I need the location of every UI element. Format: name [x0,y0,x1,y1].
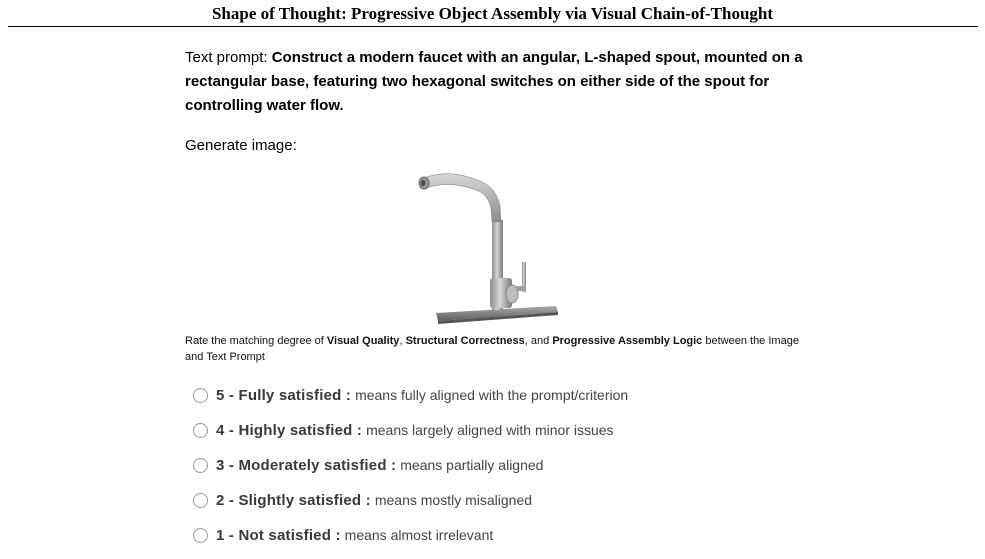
rating-option-5[interactable] [193,384,793,406]
rating-option-1[interactable] [193,524,793,546]
text-prompt-label: Text prompt: [185,49,268,66]
rating-option-label: 3 - Moderately satisfied : [216,456,397,474]
page-title: Shape of Thought: Progressive Object Assembly via Visual Chain-of-Thought [211,4,774,23]
rating-instructions [185,333,805,365]
criterion-structural-correctness: Structural Correctness [405,335,525,347]
rating-instruction-sep-1: , [399,335,406,347]
rating-options [193,384,793,559]
text-prompt [185,46,825,118]
rating-option-label: 1 - Not satisfied : [216,526,341,544]
rating-option-label: 2 - Slightly satisfied : [216,491,371,509]
rating-option-desc: means partially aligned [400,457,544,473]
rating-option-label: 4 - Highly satisfied : [216,421,363,439]
criterion-visual-quality: Visual Quality [326,335,400,347]
radio-button[interactable] [193,458,208,473]
faucet-image [410,158,570,328]
prompt-section [185,40,825,118]
generate-image-label: Generate image: [185,137,297,154]
rating-instruction-sep-2: , and [524,335,553,347]
criterion-progressive-assembly-logic: Progressive Assembly Logic [552,335,703,347]
title-divider [8,26,978,27]
radio-button[interactable] [193,493,208,508]
rating-option-desc: means fully aligned with the prompt/criterion [355,387,629,403]
rating-option-4[interactable] [193,419,793,441]
rating-option-desc: means mostly misaligned [374,492,533,508]
rating-instruction-suffix: between the Image and Text Prompt [185,335,799,363]
rating-option-label: 5 - Fully satisfied : [216,386,352,404]
radio-button[interactable] [193,388,208,403]
text-prompt-content: Construct a modern faucet with an angular, L-shaped spout, mounted on a rectangular base, featuring two hexagonal switches on either side of the spout for controlling water flow. [185,49,803,114]
rating-option-desc: means almost irrelevant [344,527,494,543]
rating-option-desc: means largely aligned with minor issues [366,422,614,438]
radio-button[interactable] [193,423,208,438]
faucet-spout [424,174,501,222]
rating-instruction-prefix: Rate the matching degree of [185,335,327,347]
rating-option-2[interactable] [193,489,793,511]
rating-option-3[interactable] [193,454,793,476]
radio-button[interactable] [193,528,208,543]
